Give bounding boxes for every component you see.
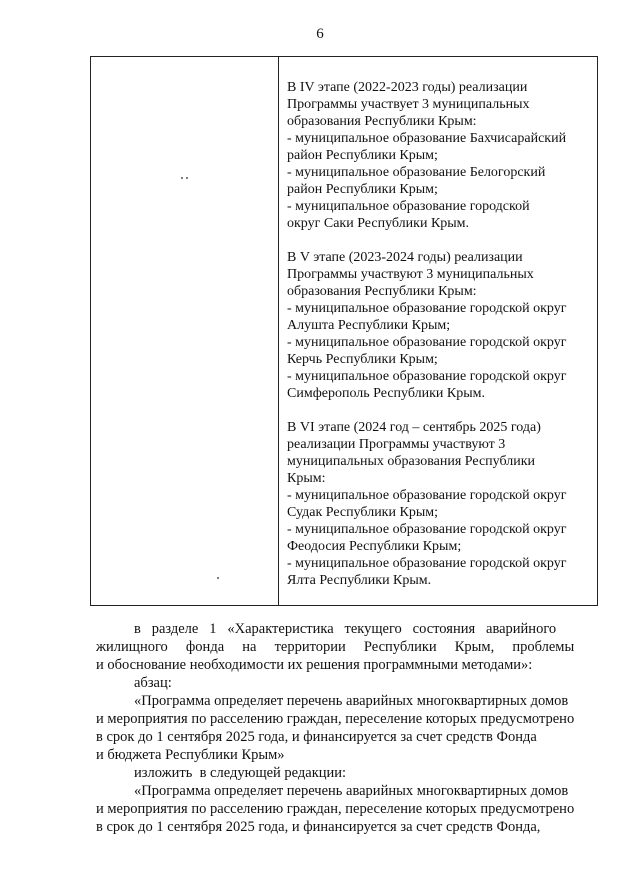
stage-line: - муниципальное образование городской округ <box>287 522 567 537</box>
stage-line: - муниципальное образование городской округ <box>287 301 567 316</box>
text-line: жилищного фонда на территории Республики Крым, проблемы <box>96 639 575 655</box>
stage-line: Судак Республики Крым; <box>287 505 438 520</box>
text-line: и обоснование необходимости их решения программными методами»: <box>96 657 533 673</box>
stage-line: - муниципальное образование Бахчисарайский <box>287 131 567 146</box>
stage-vi <box>287 419 597 589</box>
stage-line: - муниципальное образование Белогорский <box>287 165 546 180</box>
text-line: и мероприятия по расселению граждан, переселение которых предусмотрено <box>96 711 575 727</box>
new-text-quote <box>96 782 598 836</box>
stage-line: В IV этапе (2022-2023 годы) реализации <box>287 80 528 95</box>
replace-label <box>96 764 598 782</box>
stages-cell <box>287 79 597 589</box>
stage-iv <box>287 79 597 232</box>
amendment-text <box>96 620 598 836</box>
stage-line: район Республики Крым; <box>287 148 438 163</box>
scan-speck <box>186 177 188 179</box>
section-intro-paragraph <box>96 620 598 674</box>
text-line: в срок до 1 сентября 2025 года, и финансируется за счет средств Фонда, <box>96 819 541 835</box>
old-text-quote <box>96 692 598 764</box>
stage-line: Керчь Республики Крым; <box>287 352 438 367</box>
stage-line: Ялта Республики Крым. <box>287 573 432 588</box>
stage-line: Программы участвуют 3 муниципальных <box>287 267 534 282</box>
stage-line: район Республики Крым; <box>287 182 438 197</box>
stage-line: Алушта Республики Крым; <box>287 318 451 333</box>
scan-speck <box>217 577 219 579</box>
stage-line: Симферополь Республики Крым. <box>287 386 485 401</box>
text-line: абзац: <box>134 675 172 691</box>
text-line: изложить в следующей редакции: <box>134 765 347 781</box>
stage-line: образования Республики Крым: <box>287 284 477 299</box>
text-line: и бюджета Республики Крым» <box>96 747 285 763</box>
stage-line: - муниципальное образование городской округ <box>287 556 567 571</box>
text-line: в срок до 1 сентября 2025 года, и финансируется за счет средств Фонда <box>96 729 537 745</box>
stage-line: образования Республики Крым: <box>287 114 477 129</box>
stage-line: Крым: <box>287 471 326 486</box>
text-line: «Программа определяет перечень аварийных многоквартирных домов <box>134 693 569 709</box>
stage-line: - муниципальное образование городской округ <box>287 369 567 384</box>
stage-line: - муниципальное образование городской округ <box>287 335 567 350</box>
text-line: «Программа определяет перечень аварийных многоквартирных домов <box>134 783 569 799</box>
program-stages-table <box>90 56 598 606</box>
text-line: в разделе 1 «Характеристика текущего состояния аварийного <box>134 621 557 637</box>
stage-line: муниципальных образования Республики <box>287 454 536 469</box>
page-number: 6 <box>316 26 324 42</box>
stage-line: В VI этапе (2024 год – сентябрь 2025 года) <box>287 420 541 435</box>
stage-line: - муниципальное образование городской <box>287 199 530 214</box>
table-column-divider <box>278 57 279 605</box>
text-line: и мероприятия по расселению граждан, переселение которых предусмотрено <box>96 801 575 817</box>
stage-line: - муниципальное образование городской округ <box>287 488 567 503</box>
stage-line: В V этапе (2023-2024 годы) реализации <box>287 250 523 265</box>
stage-line: Феодосия Республики Крым; <box>287 539 462 554</box>
stage-line: Программы участвует 3 муниципальных <box>287 97 530 112</box>
abzac-label <box>96 674 598 692</box>
stage-line: округ Саки Республики Крым. <box>287 216 470 231</box>
stage-v <box>287 249 597 402</box>
stage-line: реализации Программы участвуют 3 <box>287 437 506 452</box>
scan-speck <box>181 177 183 179</box>
